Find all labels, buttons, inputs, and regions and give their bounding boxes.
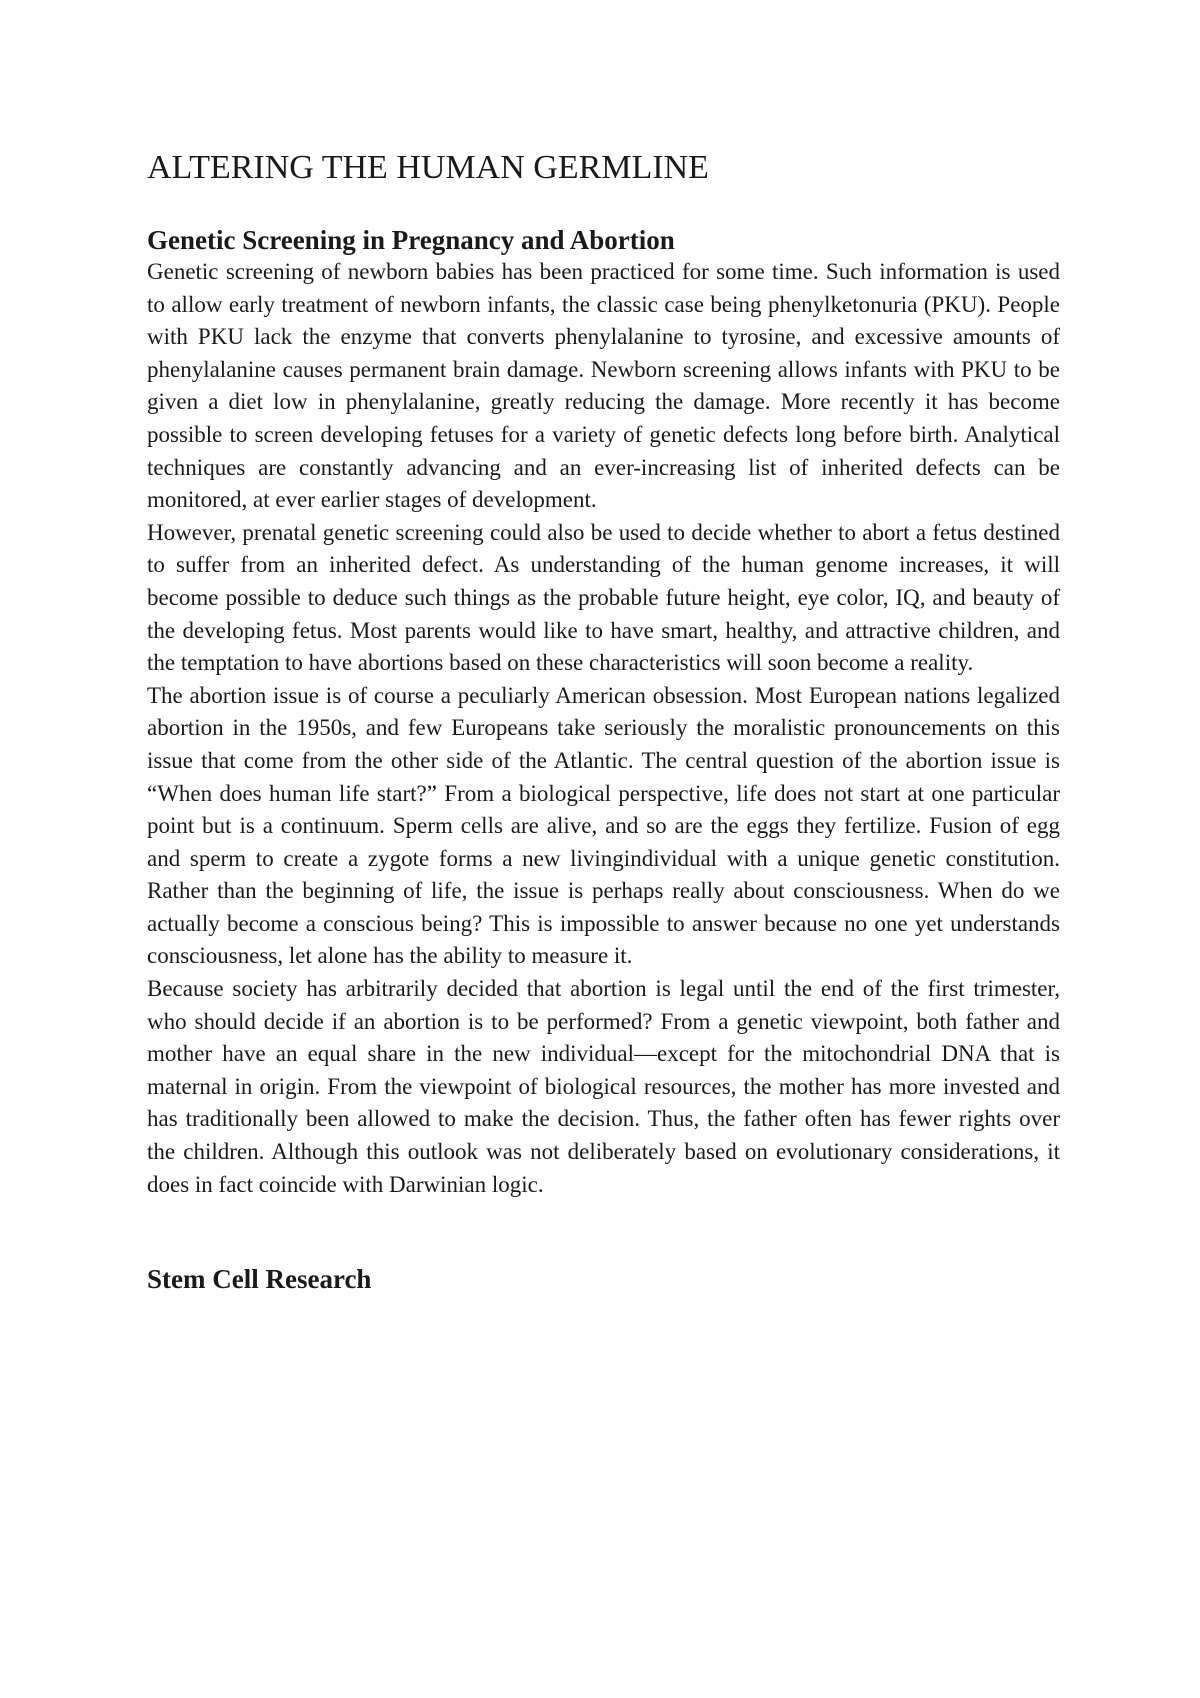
paragraph-decision-rights: Because society has arbitrarily decided that abortion is legal until the end of the first trimester, who should decide if an abortion is to be performed? From a genetic viewpoint, both father and mother have an equal share in the new individual—except for the mitochondrial DNA that is maternal in origin. From the viewpoint of biological resources, the mother has more invested and has traditionally been allowed to make the decision. Thus, the father often has fewer rights over the children. Although this outlook was not deliberately based on evolutionary considerations, it does in fact coincide with Darwinian logic. [147, 976, 1060, 1197]
document-title: ALTERING THE HUMAN GERMLINE [147, 149, 709, 186]
document-page [147, 146, 1060, 1295]
paragraph-abortion-issue: The abortion issue is of course a peculiarly American obsession. Most European nations legalized abortion in the 1950s, and few Europeans take seriously the moralistic pronouncements on this issue that come from the other side of the Atlantic. The central question of the abortion issue is “When does human life start?” From a biological perspective, life does not start at one particular point but is a continuum. Sperm cells are alive, and so are the eggs they fertilize. Fusion of egg and sperm to create a zygote forms a new livingindividual with a unique genetic constitution. Rather than the beginning of life, the issue is perhaps really about consciousness. When do we actually become a conscious being? This is impossible to answer because no one yet understands consciousness, let alone has the ability to measure it. [147, 682, 1060, 969]
paragraph-prenatal-screening: However, prenatal genetic screening could also be used to decide whether to abort a fetus destined to suffer from an inherited defect. As understanding of the human genome increases, it will become possible to deduce such things as the probable future height, eye color, IQ, and beauty of the developing fetus. Most parents would like to have smart, healthy, and attractive children, and the temptation to have abortions based on these characteristics will soon become a reality. [147, 519, 1060, 676]
section-heading-genetic-screening: Genetic Screening in Pregnancy and Abortion [147, 225, 675, 255]
paragraph-newborn-screening: Genetic screening of newborn babies has been practiced for some time. Such information is used to allow early treatment of newborn infants, the classic case being phenylketonuria (PKU). People with PKU lack the enzyme that converts phenylalanine to tyrosine, and excessive amounts of phenylalanine causes permanent brain damage. Newborn screening allows infants with PKU to be given a diet low in phenylalanine, greatly reducing the damage. More recently it has become possible to screen developing fetuses for a variety of genetic defects long before birth. Analytical techniques are constantly advancing and an ever-increasing list of inherited defects can be monitored, at ever earlier stages of development. [147, 259, 1060, 513]
section-heading-stem-cell-research: Stem Cell Research [147, 1264, 372, 1295]
